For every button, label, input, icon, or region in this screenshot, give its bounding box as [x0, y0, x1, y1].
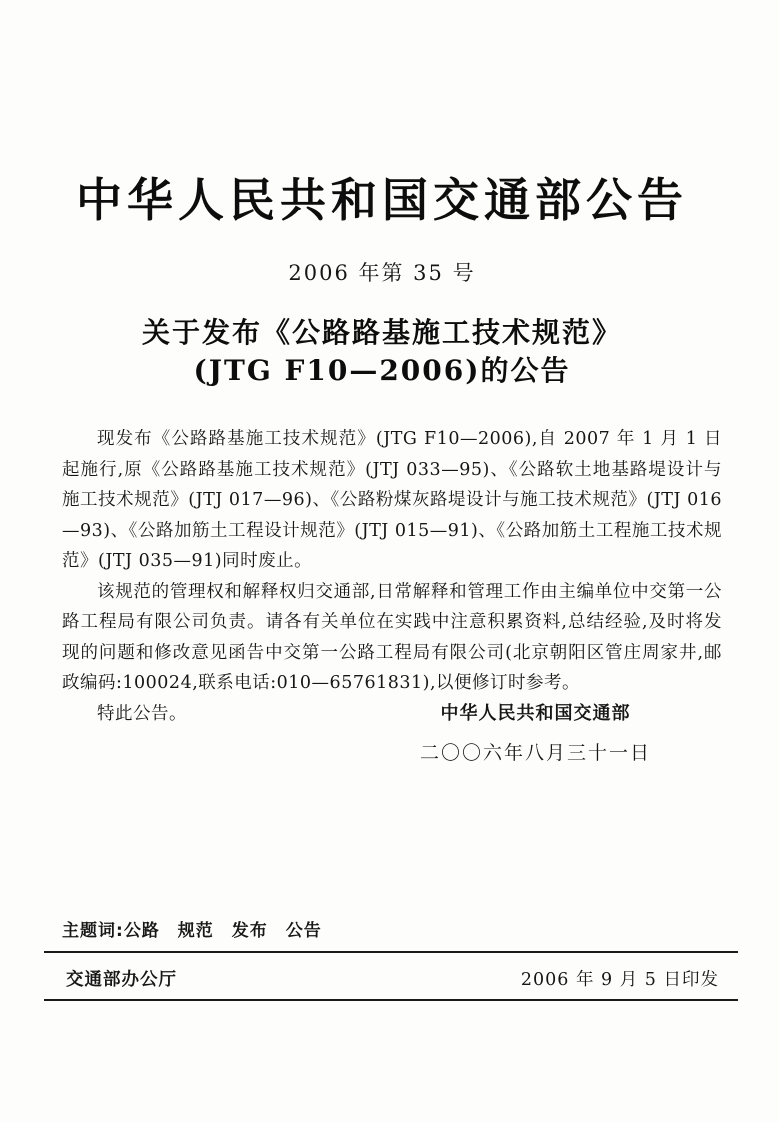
announcement-body — [62, 424, 722, 729]
divider-below-footer — [44, 999, 738, 1001]
keywords-line — [62, 916, 322, 941]
footer-print-date: 2006 年 9 月 5 日印发 — [520, 970, 719, 990]
subtitle-line-2: (JTG F10—2006)的公告 — [193, 354, 571, 387]
announcement-number: 2006 年第 35 号 — [288, 261, 476, 285]
keywords-label: 主题词: — [62, 921, 124, 941]
body-paragraph-2: 该规范的管理权和解释权归交通部,日常解释和管理工作由主编单位中交第一公路工程局有限公司负责。请各有关单位在实践中注意积累资料,总结经验,及时将发现的问题和修改意见函告中交第一公路工程局有限公司(北京朝阳区管庄周家井,邮政编码:100024,联系电话:010—65761831),以便修订时参考。 — [62, 581, 722, 693]
footer-row — [66, 966, 719, 991]
body-closing: 特此公告。 — [97, 703, 187, 724]
announcement-subtitle — [45, 314, 719, 390]
signing-date: 二〇〇六年八月三十一日 — [419, 742, 651, 764]
footer-issuer: 交通部办公厅 — [66, 970, 177, 990]
signing-authority: 中华人民共和国交通部 — [440, 703, 631, 724]
body-paragraph-1: 现发布《公路路基施工技术规范》(JTG F10—2006),自 2007 年 1 月 1 日起施行,原《公路路基施工技术规范》(JTJ 033—95)、《公路软土地基路堤设计与施工技术规范》(JTJ 017—96)、《公路粉煤灰路堤设计与施工技术规范》(JTJ 016—93)、《公路加筋土工程设计规范》(JTJ 015—91)、《公路加筋土工程施工技术规范》(JTJ 035—91)同时废止。 — [62, 429, 722, 571]
page-title: 中华人民共和国交通部公告 — [76, 172, 688, 227]
subtitle-line-1: 关于发布《公路路基施工技术规范》 — [141, 316, 622, 349]
signature-block — [420, 699, 651, 765]
keywords-terms: 公路 规范 发布 公告 — [123, 921, 322, 941]
divider-above-footer — [44, 951, 738, 953]
